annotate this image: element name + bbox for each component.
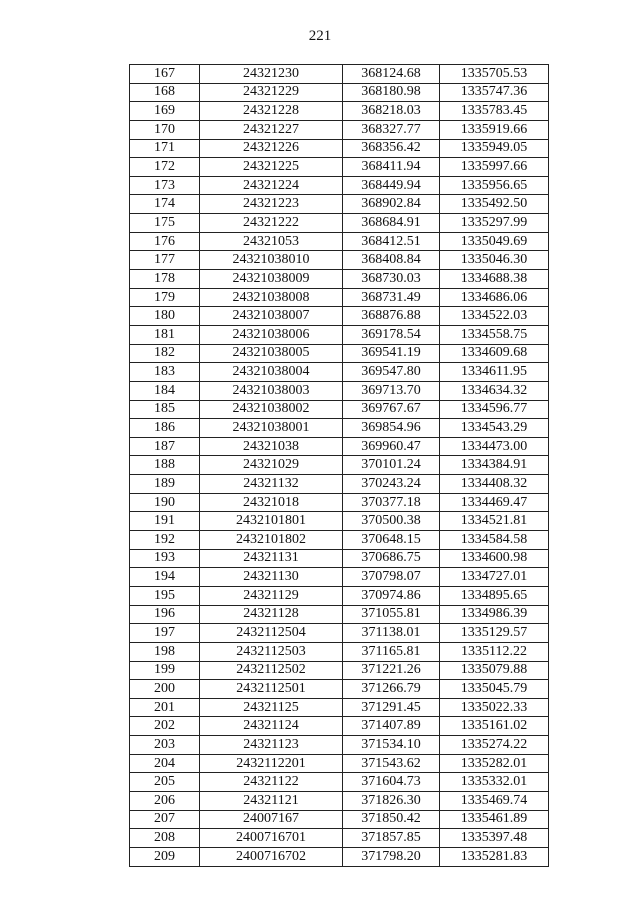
y-coordinate-cell: 1335461.89 bbox=[440, 810, 549, 829]
y-coordinate-cell: 1335046.30 bbox=[440, 251, 549, 270]
table-row bbox=[130, 717, 549, 736]
x-coordinate-cell: 368684.91 bbox=[343, 214, 440, 233]
point-code-cell: 2432112504 bbox=[200, 624, 343, 643]
point-code-cell: 24321128 bbox=[200, 605, 343, 624]
y-coordinate-cell: 1334522.03 bbox=[440, 307, 549, 326]
point-code-cell: 24321230 bbox=[200, 65, 343, 84]
x-coordinate-cell: 371055.81 bbox=[343, 605, 440, 624]
row-number-cell: 181 bbox=[130, 325, 200, 344]
point-code-cell: 24321131 bbox=[200, 549, 343, 568]
y-coordinate-cell: 1334611.95 bbox=[440, 363, 549, 382]
row-number-cell: 208 bbox=[130, 829, 200, 848]
row-number-cell: 195 bbox=[130, 586, 200, 605]
table-row bbox=[130, 549, 549, 568]
x-coordinate-cell: 368218.03 bbox=[343, 102, 440, 121]
x-coordinate-cell: 369541.19 bbox=[343, 344, 440, 363]
y-coordinate-cell: 1335281.83 bbox=[440, 847, 549, 866]
point-code-cell: 24321122 bbox=[200, 773, 343, 792]
row-number-cell: 203 bbox=[130, 736, 200, 755]
point-code-cell: 2400716702 bbox=[200, 847, 343, 866]
point-code-cell: 24321124 bbox=[200, 717, 343, 736]
x-coordinate-cell: 368902.84 bbox=[343, 195, 440, 214]
point-code-cell: 24321130 bbox=[200, 568, 343, 587]
table-row bbox=[130, 642, 549, 661]
row-number-cell: 169 bbox=[130, 102, 200, 121]
row-number-cell: 204 bbox=[130, 754, 200, 773]
row-number-cell: 199 bbox=[130, 661, 200, 680]
table-row bbox=[130, 624, 549, 643]
row-number-cell: 186 bbox=[130, 419, 200, 438]
row-number-cell: 200 bbox=[130, 680, 200, 699]
x-coordinate-cell: 368327.77 bbox=[343, 120, 440, 139]
x-coordinate-cell: 368449.94 bbox=[343, 176, 440, 195]
x-coordinate-cell: 368408.84 bbox=[343, 251, 440, 270]
x-coordinate-cell: 371165.81 bbox=[343, 642, 440, 661]
x-coordinate-cell: 369713.70 bbox=[343, 381, 440, 400]
table-row bbox=[130, 214, 549, 233]
row-number-cell: 170 bbox=[130, 120, 200, 139]
x-coordinate-cell: 370686.75 bbox=[343, 549, 440, 568]
row-number-cell: 194 bbox=[130, 568, 200, 587]
table-row bbox=[130, 847, 549, 866]
point-code-cell: 24321038006 bbox=[200, 325, 343, 344]
table-row bbox=[130, 754, 549, 773]
point-code-cell: 2432112201 bbox=[200, 754, 343, 773]
x-coordinate-cell: 370974.86 bbox=[343, 586, 440, 605]
table-row bbox=[130, 65, 549, 84]
x-coordinate-cell: 369178.54 bbox=[343, 325, 440, 344]
y-coordinate-cell: 1335492.50 bbox=[440, 195, 549, 214]
y-coordinate-cell: 1335949.05 bbox=[440, 139, 549, 158]
point-code-cell: 24321053 bbox=[200, 232, 343, 251]
table-row bbox=[130, 251, 549, 270]
y-coordinate-cell: 1335397.48 bbox=[440, 829, 549, 848]
point-code-cell: 24321125 bbox=[200, 698, 343, 717]
table-row bbox=[130, 325, 549, 344]
table-row bbox=[130, 531, 549, 550]
y-coordinate-cell: 1335129.57 bbox=[440, 624, 549, 643]
y-coordinate-cell: 1335919.66 bbox=[440, 120, 549, 139]
y-coordinate-cell: 1335469.74 bbox=[440, 791, 549, 810]
x-coordinate-cell: 370243.24 bbox=[343, 475, 440, 494]
table-row bbox=[130, 381, 549, 400]
x-coordinate-cell: 371826.30 bbox=[343, 791, 440, 810]
table-row bbox=[130, 139, 549, 158]
y-coordinate-cell: 1335049.69 bbox=[440, 232, 549, 251]
y-coordinate-cell: 1335045.79 bbox=[440, 680, 549, 699]
y-coordinate-cell: 1334558.75 bbox=[440, 325, 549, 344]
row-number-cell: 198 bbox=[130, 642, 200, 661]
x-coordinate-cell: 371407.89 bbox=[343, 717, 440, 736]
point-code-cell: 2432112503 bbox=[200, 642, 343, 661]
y-coordinate-cell: 1335112.22 bbox=[440, 642, 549, 661]
y-coordinate-cell: 1335956.65 bbox=[440, 176, 549, 195]
row-number-cell: 202 bbox=[130, 717, 200, 736]
row-number-cell: 171 bbox=[130, 139, 200, 158]
point-code-cell: 24321222 bbox=[200, 214, 343, 233]
point-code-cell: 24321038007 bbox=[200, 307, 343, 326]
x-coordinate-cell: 371543.62 bbox=[343, 754, 440, 773]
y-coordinate-cell: 1334469.47 bbox=[440, 493, 549, 512]
row-number-cell: 177 bbox=[130, 251, 200, 270]
table-row bbox=[130, 83, 549, 102]
y-coordinate-cell: 1334600.98 bbox=[440, 549, 549, 568]
point-code-cell: 24321227 bbox=[200, 120, 343, 139]
y-coordinate-cell: 1334634.32 bbox=[440, 381, 549, 400]
row-number-cell: 184 bbox=[130, 381, 200, 400]
coordinate-table bbox=[129, 64, 549, 867]
point-code-cell: 24321123 bbox=[200, 736, 343, 755]
point-code-cell: 2432112501 bbox=[200, 680, 343, 699]
point-code-cell: 2400716701 bbox=[200, 829, 343, 848]
row-number-cell: 174 bbox=[130, 195, 200, 214]
row-number-cell: 192 bbox=[130, 531, 200, 550]
y-coordinate-cell: 1335783.45 bbox=[440, 102, 549, 121]
table-row bbox=[130, 120, 549, 139]
y-coordinate-cell: 1335705.53 bbox=[440, 65, 549, 84]
y-coordinate-cell: 1334543.29 bbox=[440, 419, 549, 438]
x-coordinate-cell: 368730.03 bbox=[343, 270, 440, 289]
x-coordinate-cell: 371857.85 bbox=[343, 829, 440, 848]
x-coordinate-cell: 371534.10 bbox=[343, 736, 440, 755]
point-code-cell: 24321225 bbox=[200, 158, 343, 177]
point-code-cell: 24007167 bbox=[200, 810, 343, 829]
table-row bbox=[130, 270, 549, 289]
x-coordinate-cell: 368180.98 bbox=[343, 83, 440, 102]
y-coordinate-cell: 1334609.68 bbox=[440, 344, 549, 363]
y-coordinate-cell: 1335747.36 bbox=[440, 83, 549, 102]
table-row bbox=[130, 568, 549, 587]
y-coordinate-cell: 1335282.01 bbox=[440, 754, 549, 773]
row-number-cell: 175 bbox=[130, 214, 200, 233]
x-coordinate-cell: 371850.42 bbox=[343, 810, 440, 829]
table-row bbox=[130, 307, 549, 326]
x-coordinate-cell: 370377.18 bbox=[343, 493, 440, 512]
table-row bbox=[130, 344, 549, 363]
table-row bbox=[130, 512, 549, 531]
y-coordinate-cell: 1334408.32 bbox=[440, 475, 549, 494]
x-coordinate-cell: 371798.20 bbox=[343, 847, 440, 866]
table-row bbox=[130, 102, 549, 121]
row-number-cell: 176 bbox=[130, 232, 200, 251]
point-code-cell: 2432101802 bbox=[200, 531, 343, 550]
y-coordinate-cell: 1334584.58 bbox=[440, 531, 549, 550]
y-coordinate-cell: 1335332.01 bbox=[440, 773, 549, 792]
table-row bbox=[130, 176, 549, 195]
row-number-cell: 182 bbox=[130, 344, 200, 363]
y-coordinate-cell: 1334384.91 bbox=[440, 456, 549, 475]
point-code-cell: 24321129 bbox=[200, 586, 343, 605]
table-row bbox=[130, 158, 549, 177]
coordinate-table-body bbox=[130, 65, 549, 867]
row-number-cell: 201 bbox=[130, 698, 200, 717]
row-number-cell: 178 bbox=[130, 270, 200, 289]
y-coordinate-cell: 1334727.01 bbox=[440, 568, 549, 587]
table-row bbox=[130, 829, 549, 848]
row-number-cell: 189 bbox=[130, 475, 200, 494]
x-coordinate-cell: 370500.38 bbox=[343, 512, 440, 531]
x-coordinate-cell: 370798.07 bbox=[343, 568, 440, 587]
table-row bbox=[130, 586, 549, 605]
table-row bbox=[130, 363, 549, 382]
point-code-cell: 24321229 bbox=[200, 83, 343, 102]
table-row bbox=[130, 195, 549, 214]
row-number-cell: 190 bbox=[130, 493, 200, 512]
x-coordinate-cell: 371291.45 bbox=[343, 698, 440, 717]
y-coordinate-cell: 1334473.00 bbox=[440, 437, 549, 456]
table-row bbox=[130, 493, 549, 512]
table-row bbox=[130, 661, 549, 680]
y-coordinate-cell: 1335022.33 bbox=[440, 698, 549, 717]
y-coordinate-cell: 1335997.66 bbox=[440, 158, 549, 177]
y-coordinate-cell: 1334686.06 bbox=[440, 288, 549, 307]
x-coordinate-cell: 369960.47 bbox=[343, 437, 440, 456]
x-coordinate-cell: 371138.01 bbox=[343, 624, 440, 643]
x-coordinate-cell: 371266.79 bbox=[343, 680, 440, 699]
row-number-cell: 183 bbox=[130, 363, 200, 382]
row-number-cell: 207 bbox=[130, 810, 200, 829]
row-number-cell: 167 bbox=[130, 65, 200, 84]
point-code-cell: 24321223 bbox=[200, 195, 343, 214]
point-code-cell: 24321038005 bbox=[200, 344, 343, 363]
page-number: 221 bbox=[308, 28, 332, 44]
y-coordinate-cell: 1335297.99 bbox=[440, 214, 549, 233]
row-number-cell: 187 bbox=[130, 437, 200, 456]
table-row bbox=[130, 680, 549, 699]
row-number-cell: 197 bbox=[130, 624, 200, 643]
row-number-cell: 193 bbox=[130, 549, 200, 568]
table-row bbox=[130, 698, 549, 717]
row-number-cell: 173 bbox=[130, 176, 200, 195]
table-row bbox=[130, 475, 549, 494]
row-number-cell: 191 bbox=[130, 512, 200, 531]
y-coordinate-cell: 1334521.81 bbox=[440, 512, 549, 531]
y-coordinate-cell: 1335079.88 bbox=[440, 661, 549, 680]
table-row bbox=[130, 605, 549, 624]
x-coordinate-cell: 370101.24 bbox=[343, 456, 440, 475]
point-code-cell: 24321029 bbox=[200, 456, 343, 475]
point-code-cell: 24321226 bbox=[200, 139, 343, 158]
x-coordinate-cell: 370648.15 bbox=[343, 531, 440, 550]
x-coordinate-cell: 368876.88 bbox=[343, 307, 440, 326]
table-row bbox=[130, 232, 549, 251]
point-code-cell: 24321228 bbox=[200, 102, 343, 121]
x-coordinate-cell: 369854.96 bbox=[343, 419, 440, 438]
x-coordinate-cell: 371604.73 bbox=[343, 773, 440, 792]
point-code-cell: 24321121 bbox=[200, 791, 343, 810]
point-code-cell: 24321224 bbox=[200, 176, 343, 195]
table-row bbox=[130, 288, 549, 307]
row-number-cell: 179 bbox=[130, 288, 200, 307]
x-coordinate-cell: 368412.51 bbox=[343, 232, 440, 251]
table-row bbox=[130, 736, 549, 755]
y-coordinate-cell: 1334688.38 bbox=[440, 270, 549, 289]
row-number-cell: 185 bbox=[130, 400, 200, 419]
row-number-cell: 196 bbox=[130, 605, 200, 624]
x-coordinate-cell: 371221.26 bbox=[343, 661, 440, 680]
row-number-cell: 172 bbox=[130, 158, 200, 177]
x-coordinate-cell: 368411.94 bbox=[343, 158, 440, 177]
y-coordinate-cell: 1334986.39 bbox=[440, 605, 549, 624]
table-row bbox=[130, 791, 549, 810]
point-code-cell: 24321038002 bbox=[200, 400, 343, 419]
row-number-cell: 168 bbox=[130, 83, 200, 102]
table-row bbox=[130, 400, 549, 419]
x-coordinate-cell: 368356.42 bbox=[343, 139, 440, 158]
point-code-cell: 24321038010 bbox=[200, 251, 343, 270]
point-code-cell: 24321038009 bbox=[200, 270, 343, 289]
table-row bbox=[130, 773, 549, 792]
point-code-cell: 24321038008 bbox=[200, 288, 343, 307]
row-number-cell: 209 bbox=[130, 847, 200, 866]
x-coordinate-cell: 369547.80 bbox=[343, 363, 440, 382]
table-row bbox=[130, 810, 549, 829]
y-coordinate-cell: 1334895.65 bbox=[440, 586, 549, 605]
row-number-cell: 188 bbox=[130, 456, 200, 475]
point-code-cell: 24321132 bbox=[200, 475, 343, 494]
point-code-cell: 2432112502 bbox=[200, 661, 343, 680]
point-code-cell: 24321038003 bbox=[200, 381, 343, 400]
point-code-cell: 24321038 bbox=[200, 437, 343, 456]
x-coordinate-cell: 368731.49 bbox=[343, 288, 440, 307]
table-row bbox=[130, 437, 549, 456]
row-number-cell: 180 bbox=[130, 307, 200, 326]
point-code-cell: 2432101801 bbox=[200, 512, 343, 531]
point-code-cell: 24321018 bbox=[200, 493, 343, 512]
point-code-cell: 24321038001 bbox=[200, 419, 343, 438]
y-coordinate-cell: 1335274.22 bbox=[440, 736, 549, 755]
table-row bbox=[130, 419, 549, 438]
table-row bbox=[130, 456, 549, 475]
point-code-cell: 24321038004 bbox=[200, 363, 343, 382]
x-coordinate-cell: 368124.68 bbox=[343, 65, 440, 84]
row-number-cell: 206 bbox=[130, 791, 200, 810]
x-coordinate-cell: 369767.67 bbox=[343, 400, 440, 419]
row-number-cell: 205 bbox=[130, 773, 200, 792]
y-coordinate-cell: 1335161.02 bbox=[440, 717, 549, 736]
y-coordinate-cell: 1334596.77 bbox=[440, 400, 549, 419]
